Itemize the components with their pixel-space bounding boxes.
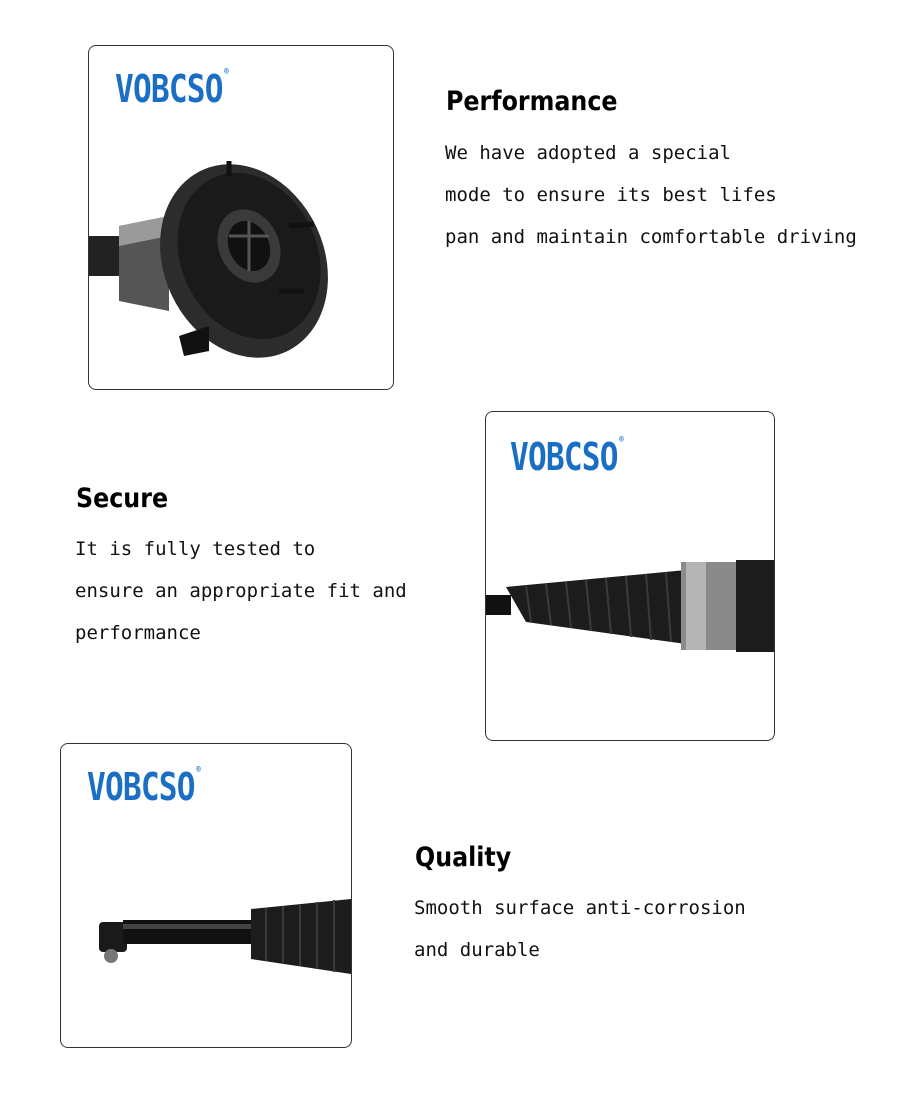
- body-line: It is fully tested to: [75, 538, 316, 560]
- registered-mark: ®: [619, 435, 623, 445]
- body-line: mode to ensure its best lifes: [445, 184, 777, 206]
- body-line: ensure an appropriate fit and: [75, 580, 407, 602]
- brand-logo-text: VOBCSO: [115, 67, 223, 111]
- section-heading-secure: Secure: [76, 483, 169, 514]
- air-strut-bellows-image: [486, 412, 774, 740]
- body-line: Smooth surface anti-corrosion: [414, 897, 746, 919]
- product-card-secure: [485, 411, 775, 741]
- section-heading-performance: Performance: [446, 86, 618, 117]
- shock-absorber-rod-eye-image: [61, 744, 351, 1047]
- brand-logo-text: VOBCSO: [87, 765, 195, 809]
- brand-logo-text: VOBCSO: [510, 435, 618, 479]
- section-heading-quality: Quality: [415, 842, 512, 873]
- body-line: We have adopted a special: [445, 142, 731, 164]
- air-spring-top-mount-image: [89, 46, 393, 389]
- body-line: and durable: [414, 939, 540, 961]
- registered-mark: ®: [196, 765, 200, 775]
- section-body-quality: [414, 887, 746, 971]
- product-card-performance: [88, 45, 394, 390]
- section-body-secure: [75, 528, 407, 654]
- section-body-performance: [445, 132, 857, 258]
- body-line: performance: [75, 622, 201, 644]
- body-line: pan and maintain comfortable driving: [445, 226, 857, 248]
- registered-mark: ®: [224, 67, 228, 77]
- product-card-quality: [60, 743, 352, 1048]
